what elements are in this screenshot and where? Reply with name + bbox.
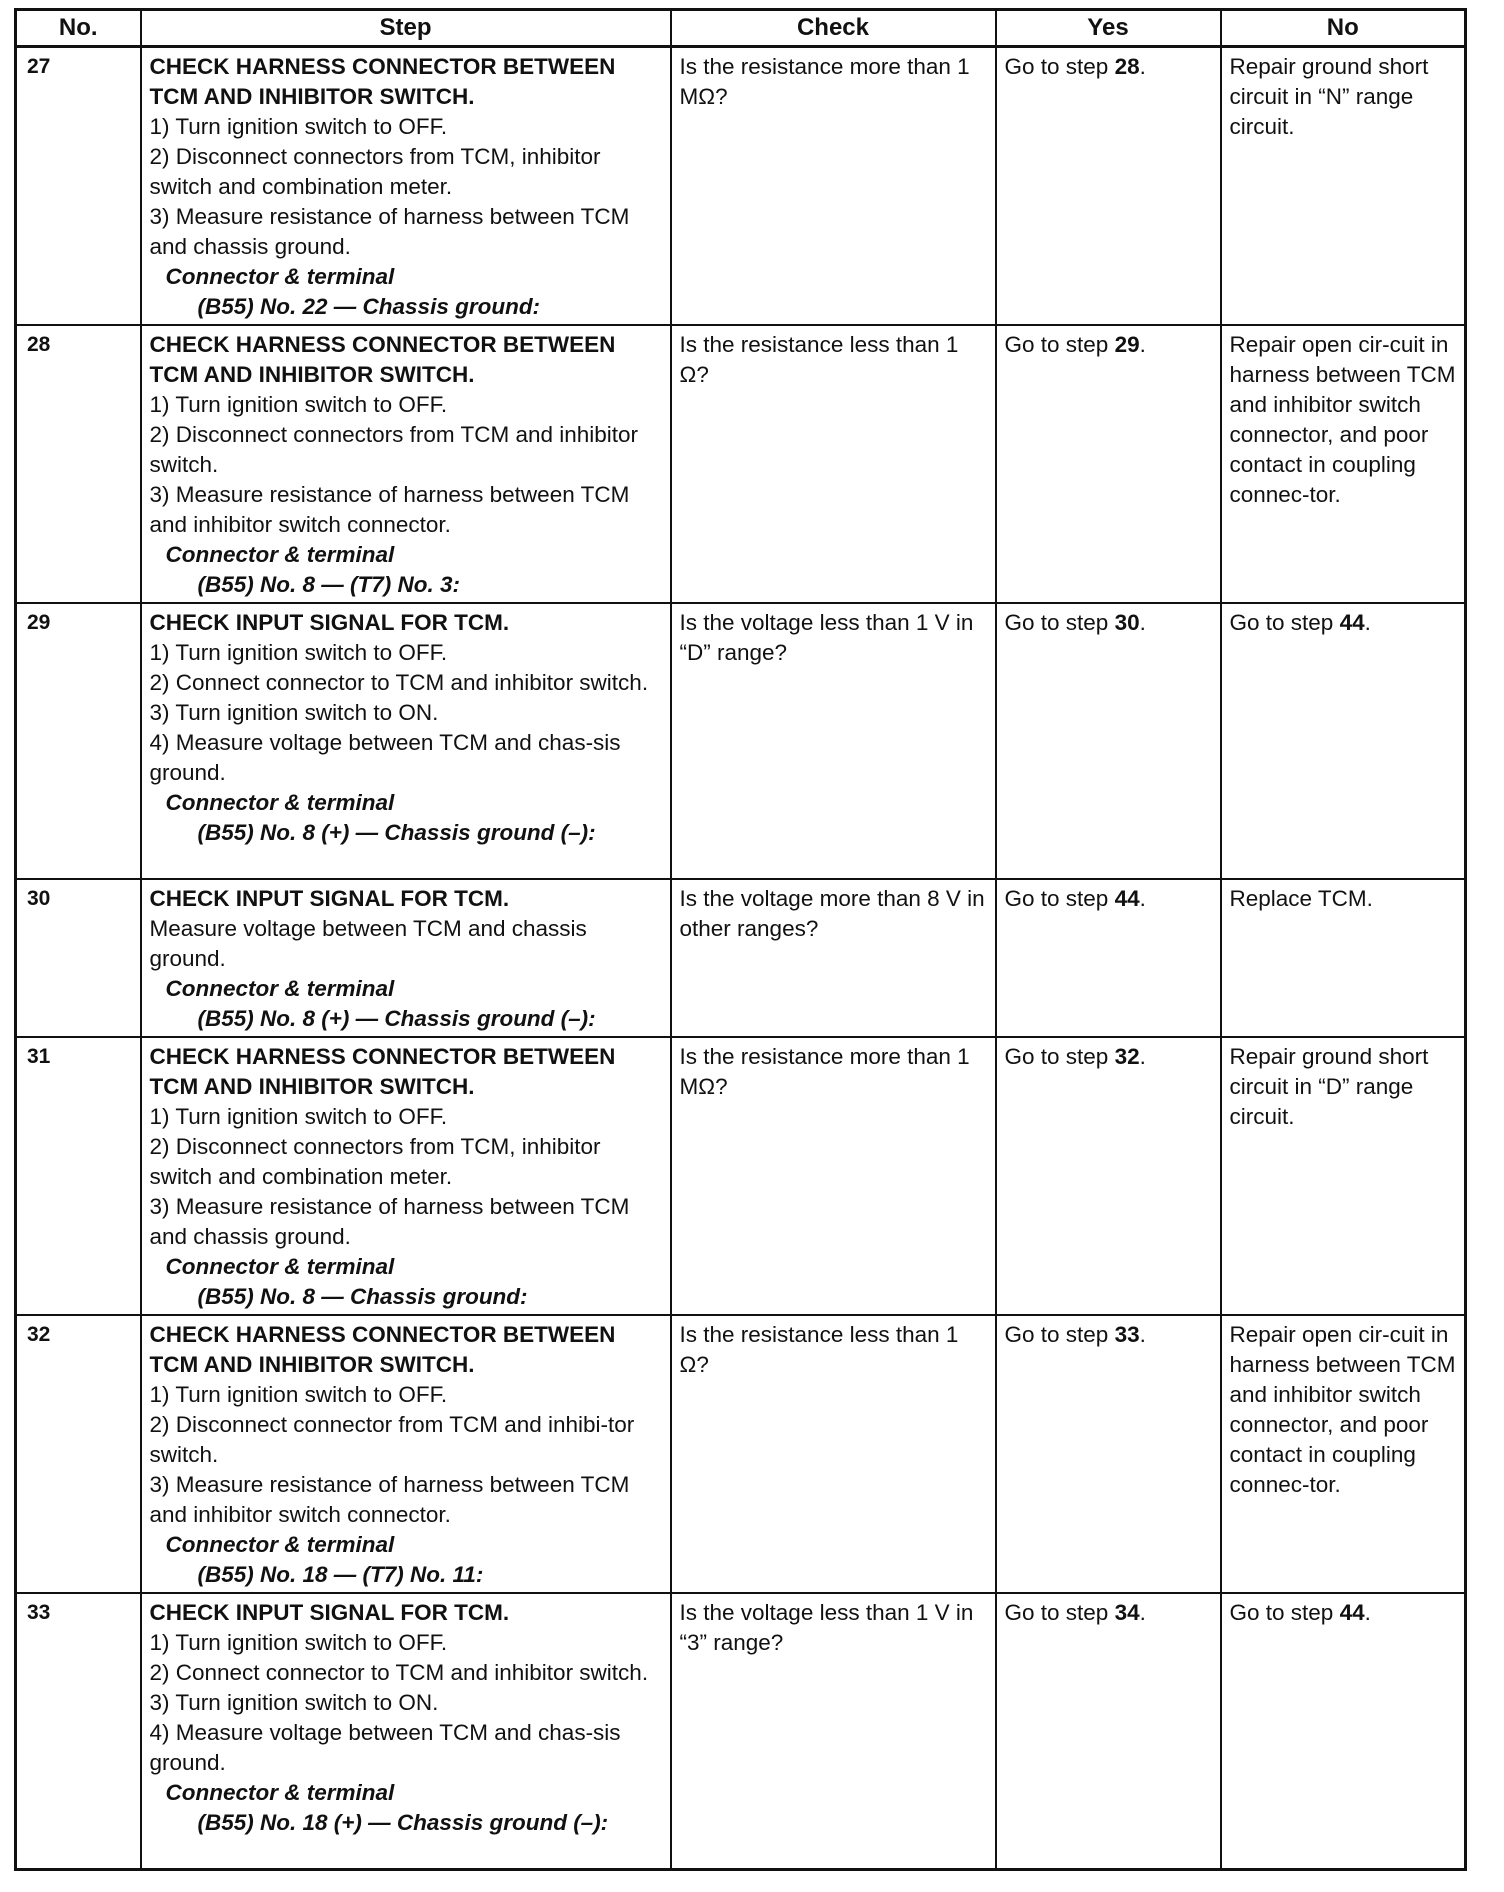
no-cell <box>1221 1593 1466 1869</box>
step-instruction: 1) Turn ignition switch to OFF. <box>149 392 448 417</box>
table-row <box>16 47 1466 326</box>
table-row <box>16 325 1466 603</box>
step-title: CHECK INPUT SIGNAL FOR TCM. <box>149 886 510 911</box>
no-cell: Repair open cir-cuit in harness between TCM and inhibitor switch connector, and poor contact in coupling connec-tor. <box>1221 1315 1466 1593</box>
header-check: Check <box>671 10 996 47</box>
connector-label: Connector & terminal <box>165 790 395 815</box>
step-number: 29 <box>16 603 141 879</box>
connector-terminal: (B55) No. 8 — Chassis ground: <box>197 1284 528 1309</box>
check-cell: Is the resistance less than 1 Ω? <box>671 325 996 603</box>
step-instruction: 2) Disconnect connectors from TCM and inhibitor switch. <box>149 422 639 477</box>
step-instruction: 1) Turn ignition switch to OFF. <box>149 1382 448 1407</box>
step-title: CHECK HARNESS CONNECTOR BETWEEN TCM AND INHIBITOR SWITCH. <box>149 1322 616 1377</box>
yes-cell <box>996 47 1221 326</box>
step-cell <box>141 1037 671 1315</box>
step-cell <box>141 879 671 1037</box>
header-no: No. <box>16 10 141 47</box>
connector-label: Connector & terminal <box>165 1254 395 1279</box>
step-instruction: 3) Turn ignition switch to ON. <box>149 700 439 725</box>
step-number: 33 <box>16 1593 141 1869</box>
step-instruction: 2) Connect connector to TCM and inhibitor switch. <box>149 670 649 695</box>
connector-label: Connector & terminal <box>165 1780 395 1805</box>
check-cell: Is the resistance more than 1 MΩ? <box>671 47 996 326</box>
step-number: 28 <box>16 325 141 603</box>
yes-step-number: 28 <box>1114 54 1140 79</box>
step-number: 31 <box>16 1037 141 1315</box>
header-yes: Yes <box>996 10 1221 47</box>
yes-period: . <box>1139 1044 1146 1069</box>
step-instruction: 2) Disconnect connectors from TCM, inhibitor switch and combination meter. <box>149 1134 601 1189</box>
step-cell <box>141 1593 671 1869</box>
yes-cell <box>996 603 1221 879</box>
diagnostic-table <box>14 8 1467 1871</box>
table-row <box>16 1315 1466 1593</box>
yes-step-number: 29 <box>1114 332 1140 357</box>
yes-period: . <box>1139 1600 1146 1625</box>
step-instruction: 3) Measure resistance of harness between TCM and chassis ground. <box>149 1194 630 1249</box>
step-title: CHECK HARNESS CONNECTOR BETWEEN TCM AND INHIBITOR SWITCH. <box>149 1044 616 1099</box>
check-cell: Is the resistance more than 1 MΩ? <box>671 1037 996 1315</box>
yes-step-number: 30 <box>1114 610 1140 635</box>
step-instruction: 4) Measure voltage between TCM and chas-sis ground. <box>149 730 621 785</box>
no-text: Go to step <box>1229 610 1340 635</box>
yes-text: Go to step <box>1004 1322 1115 1347</box>
step-cell <box>141 47 671 326</box>
no-cell: Repair ground short circuit in “D” range circuit. <box>1221 1037 1466 1315</box>
yes-step-number: 44 <box>1114 886 1140 911</box>
yes-step-number: 32 <box>1114 1044 1140 1069</box>
no-step-number: 44 <box>1339 1600 1365 1625</box>
yes-text: Go to step <box>1004 332 1115 357</box>
step-instruction: 1) Turn ignition switch to OFF. <box>149 640 448 665</box>
yes-cell <box>996 325 1221 603</box>
connector-terminal: (B55) No. 8 (+) — Chassis ground (–): <box>197 820 596 845</box>
step-cell <box>141 325 671 603</box>
step-cell <box>141 603 671 879</box>
yes-cell <box>996 1593 1221 1869</box>
connector-label: Connector & terminal <box>165 976 395 1001</box>
yes-text: Go to step <box>1004 1044 1115 1069</box>
step-instruction: 1) Turn ignition switch to OFF. <box>149 1630 448 1655</box>
yes-period: . <box>1139 54 1146 79</box>
step-instruction: 3) Measure resistance of harness between TCM and chassis ground. <box>149 204 630 259</box>
no-step-number: 44 <box>1339 610 1365 635</box>
no-cell <box>1221 603 1466 879</box>
connector-label: Connector & terminal <box>165 264 395 289</box>
no-cell: Replace TCM. <box>1221 879 1466 1037</box>
yes-text: Go to step <box>1004 1600 1115 1625</box>
yes-step-number: 33 <box>1114 1322 1140 1347</box>
step-instruction: 1) Turn ignition switch to OFF. <box>149 114 448 139</box>
yes-cell <box>996 1315 1221 1593</box>
yes-period: . <box>1139 610 1146 635</box>
step-instruction: 2) Disconnect connectors from TCM, inhibitor switch and combination meter. <box>149 144 601 199</box>
yes-period: . <box>1139 886 1146 911</box>
yes-period: . <box>1139 332 1146 357</box>
step-title: CHECK HARNESS CONNECTOR BETWEEN TCM AND INHIBITOR SWITCH. <box>149 332 616 387</box>
check-cell: Is the voltage less than 1 V in “D” range? <box>671 603 996 879</box>
no-cell: Repair open cir-cuit in harness between TCM and inhibitor switch connector, and poor contact in coupling connec-tor. <box>1221 325 1466 603</box>
table-header-row <box>16 10 1466 47</box>
table-row <box>16 879 1466 1037</box>
step-title: CHECK HARNESS CONNECTOR BETWEEN TCM AND INHIBITOR SWITCH. <box>149 54 616 109</box>
connector-terminal: (B55) No. 18 — (T7) No. 11: <box>197 1562 484 1587</box>
connector-terminal: (B55) No. 22 — Chassis ground: <box>197 294 541 319</box>
connector-terminal: (B55) No. 18 (+) — Chassis ground (–): <box>197 1810 609 1835</box>
check-cell: Is the voltage less than 1 V in “3” range? <box>671 1593 996 1869</box>
yes-text: Go to step <box>1004 610 1115 635</box>
table-row <box>16 1593 1466 1869</box>
header-no-result: No <box>1221 10 1466 47</box>
step-instruction: 2) Connect connector to TCM and inhibitor switch. <box>149 1660 649 1685</box>
header-step: Step <box>141 10 671 47</box>
check-cell: Is the resistance less than 1 Ω? <box>671 1315 996 1593</box>
check-cell: Is the voltage more than 8 V in other ranges? <box>671 879 996 1037</box>
yes-step-number: 34 <box>1114 1600 1140 1625</box>
yes-cell <box>996 1037 1221 1315</box>
connector-label: Connector & terminal <box>165 1532 395 1557</box>
step-instruction: 2) Disconnect connector from TCM and inhibi-tor switch. <box>149 1412 635 1467</box>
step-instruction: 4) Measure voltage between TCM and chas-sis ground. <box>149 1720 621 1775</box>
connector-terminal: (B55) No. 8 — (T7) No. 3: <box>197 572 461 597</box>
step-instruction: 3) Measure resistance of harness between TCM and inhibitor switch connector. <box>149 482 630 537</box>
step-title: CHECK INPUT SIGNAL FOR TCM. <box>149 1600 510 1625</box>
yes-period: . <box>1139 1322 1146 1347</box>
connector-label: Connector & terminal <box>165 542 395 567</box>
no-text: Go to step <box>1229 1600 1340 1625</box>
no-period: . <box>1364 610 1371 635</box>
step-number: 30 <box>16 879 141 1037</box>
step-number: 27 <box>16 47 141 326</box>
yes-text: Go to step <box>1004 886 1115 911</box>
step-instruction: Measure voltage between TCM and chassis ground. <box>149 916 587 971</box>
step-instruction: 3) Turn ignition switch to ON. <box>149 1690 439 1715</box>
yes-cell <box>996 879 1221 1037</box>
step-instruction: 3) Measure resistance of harness between TCM and inhibitor switch connector. <box>149 1472 630 1527</box>
step-title: CHECK INPUT SIGNAL FOR TCM. <box>149 610 510 635</box>
no-period: . <box>1364 1600 1371 1625</box>
table-row <box>16 603 1466 879</box>
step-number: 32 <box>16 1315 141 1593</box>
step-cell <box>141 1315 671 1593</box>
table-row <box>16 1037 1466 1315</box>
connector-terminal: (B55) No. 8 (+) — Chassis ground (–): <box>197 1006 596 1031</box>
diagnostic-table-page <box>14 8 1464 1871</box>
yes-text: Go to step <box>1004 54 1115 79</box>
step-instruction: 1) Turn ignition switch to OFF. <box>149 1104 448 1129</box>
no-cell: Repair ground short circuit in “N” range circuit. <box>1221 47 1466 326</box>
